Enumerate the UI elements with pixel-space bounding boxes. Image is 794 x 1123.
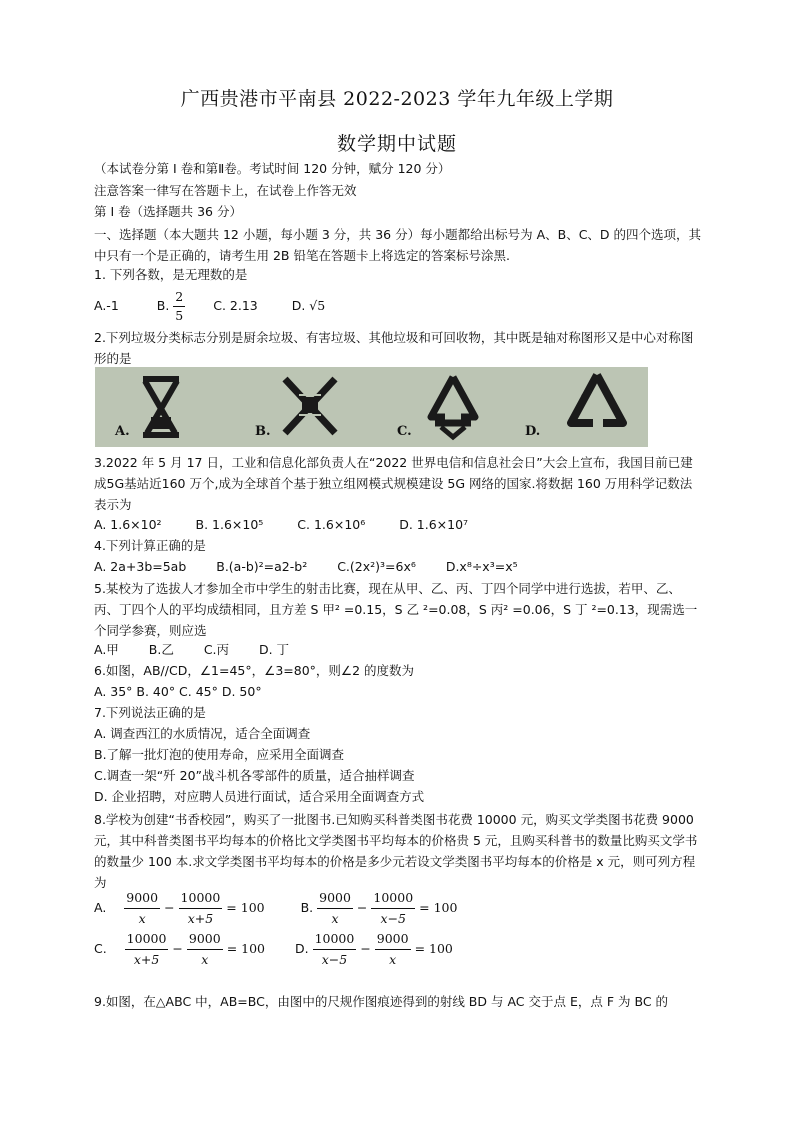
recyclable-icon bbox=[557, 367, 637, 447]
answer-warning: 注意答案一律写在答题卡上，在试卷上作答无效 bbox=[94, 183, 357, 198]
question-9-stem: 9.如图，在△ABC 中，AB=BC，由图中的尺规作图痕迹得到的射线 BD 与 AC 交于点 E，点 F 为 BC 的 bbox=[94, 994, 669, 1009]
option-b: B. bbox=[156, 298, 170, 313]
question-3-options bbox=[94, 516, 468, 534]
fraction-10000-over-x-minus-5: $\frac{10000}{x-5}$ bbox=[314, 931, 355, 967]
option-a: A. 2a+3b=5ab bbox=[94, 559, 187, 574]
fraction-9000-over-x: $\frac{9000}{x}$ bbox=[376, 931, 409, 967]
hazardous-waste-icon bbox=[265, 367, 355, 447]
option-c: C. 1.6×10⁶ bbox=[297, 517, 366, 532]
exam-note: （本试卷分第 I 卷和第Ⅱ卷。考试时间 120 分钟，赋分 120 分） bbox=[94, 161, 451, 176]
option-d: D.x⁸÷x³=x⁵ bbox=[445, 559, 518, 574]
option-d: D. bbox=[291, 298, 306, 313]
option-b: B.(a-b)²=a2-b² bbox=[216, 559, 308, 574]
question-7-option-b: B.了解一批灯泡的使用寿命，应采用全面调查 bbox=[94, 747, 345, 762]
option-c: C. 2.13 bbox=[213, 298, 258, 313]
option-a: A. 1.6×10² bbox=[94, 517, 162, 532]
option-b: B. 1.6×10⁵ bbox=[195, 517, 264, 532]
option-a: A.甲 bbox=[94, 642, 119, 657]
question-8-options-ab: A. $\frac{9000}{x}$ − $\frac{10000}{x+5}$ = 100 B. $\frac{9000}{x}$ − $\frac{10000}{x-5}$ = 100 bbox=[94, 888, 457, 929]
question-7-option-a: A. 调查西江的水质情况，适合全面调查 bbox=[94, 726, 311, 741]
question-8-stem: 8.学校为创建“书香校园”，购买了一批图书.已知购买科普类图书花费 10000 元，购买文学类图书花费 9000 元，其中科普类图书平均每本的价格比文学类图书平均每本的价格贵 5 元，且购买科普书的数量比购买文学书的数量少 100 本.求文学类图书平均每本的价格是多少元若设文学类图书平均每本的价格是 x 元，则可列方程为 bbox=[94, 812, 698, 890]
question-7-option-d: D. 企业招聘，对应聘人员进行面试，适合采用全面调查方式 bbox=[94, 789, 425, 804]
fraction-10000-over-x-minus-5: $\frac{10000}{x-5}$ bbox=[373, 890, 414, 926]
other-waste-icon bbox=[413, 367, 493, 447]
sqrt-five: √5 bbox=[309, 298, 326, 313]
question-7-option-c: C.调查一架“歼 20”战斗机各零部件的质量，适合抽样调查 bbox=[94, 768, 415, 783]
option-b-label: B. bbox=[300, 900, 314, 915]
fraction-10000-over-x-plus-5: $\frac{10000}{x+5}$ bbox=[126, 931, 167, 967]
option-c-label: C. bbox=[94, 941, 107, 956]
part-heading: 第 I 卷（选择题共 36 分） bbox=[94, 204, 242, 219]
question-5-options bbox=[94, 641, 289, 659]
question-8-options-cd: C. $\frac{10000}{x+5}$ − $\frac{9000}{x}$ = 100 D. $\frac{10000}{x-5}$ − $\frac{9000}{x}$ = 100 bbox=[94, 929, 453, 970]
section-instructions: 一、选择题（本大题共 12 小题，每小题 3 分，共 36 分）每小题都给出标号为 A、B、C、D 的四个选项，其中只有一个是正确的，请考生用 2B 铅笔在答题卡上将选定的答案标号涂黑. bbox=[94, 227, 702, 263]
question-7-stem: 7.下列说法正确的是 bbox=[94, 705, 206, 720]
fraction-9000-over-x: $\frac{9000}{x}$ bbox=[188, 931, 221, 967]
question-6-stem: 6.如图，AB//CD，∠1=45°，∠3=80°，则∠2 的度数为 bbox=[94, 663, 415, 678]
fraction-9000-over-x: $\frac{9000}{x}$ bbox=[319, 890, 351, 926]
question-5-stem: 5.某校为了选拔人才参加全市中学生的射击比赛，现在从甲、乙、丙、丁四个同学中进行选拔，若甲、乙、丙、丁四个人的平均成绩相同，且方差 S 甲² =0.15，S 乙 ²=0.08，S 丙² =0.06，S 丁 ²=0.13，现需选一个同学参赛，则应选 bbox=[94, 581, 698, 638]
question-2-stem: 2.下列垃圾分类标志分别是厨余垃圾、有害垃圾、其他垃圾和可回收物，其中既是轴对称图形又是中心对称图形的是 bbox=[94, 330, 694, 366]
question-4-options bbox=[94, 558, 518, 576]
option-d: D. 丁 bbox=[258, 642, 290, 657]
waste-symbols-image: A. B. C. D. bbox=[95, 367, 648, 447]
question-1-stem: 1. 下列各数，是无理数的是 bbox=[94, 267, 248, 282]
fraction-9000-over-x: $\frac{9000}{x}$ bbox=[126, 890, 159, 926]
option-b: B.乙 bbox=[148, 642, 174, 657]
option-a: A.-1 bbox=[94, 298, 119, 313]
fraction-two-fifths: $\frac{2}{5}$ bbox=[175, 289, 184, 323]
option-d: D. 1.6×10⁷ bbox=[399, 517, 469, 532]
question-4-stem: 4.下列计算正确的是 bbox=[94, 538, 206, 553]
question-3-stem: 3.2022 年 5 月 17 日，工业和信息化部负责人在“2022 世界电信和信息社会日”大会上宣布，我国目前已建成5G基站近160 万个,成为全球首个基于独立组网模式规模建设 5G 网络的国家.将数据 160 万用科学记数法表示为 bbox=[94, 455, 693, 512]
option-c: C.(2x²)³=6x⁶ bbox=[337, 559, 416, 574]
exam-subtitle: 数学期中试题 bbox=[336, 133, 457, 155]
question-6-options: A. 35° B. 40° C. 45° D. 50° bbox=[94, 684, 262, 699]
option-c: C.丙 bbox=[203, 642, 230, 657]
option-d-label: D. bbox=[294, 941, 309, 956]
question-1-options bbox=[94, 288, 325, 325]
option-a-label: A. bbox=[94, 900, 107, 915]
fraction-10000-over-x-plus-5: $\frac{10000}{x+5}$ bbox=[180, 890, 221, 926]
exam-title: 广西贵港市平南县 2022-2023 学年九年级上学期 bbox=[180, 88, 614, 110]
